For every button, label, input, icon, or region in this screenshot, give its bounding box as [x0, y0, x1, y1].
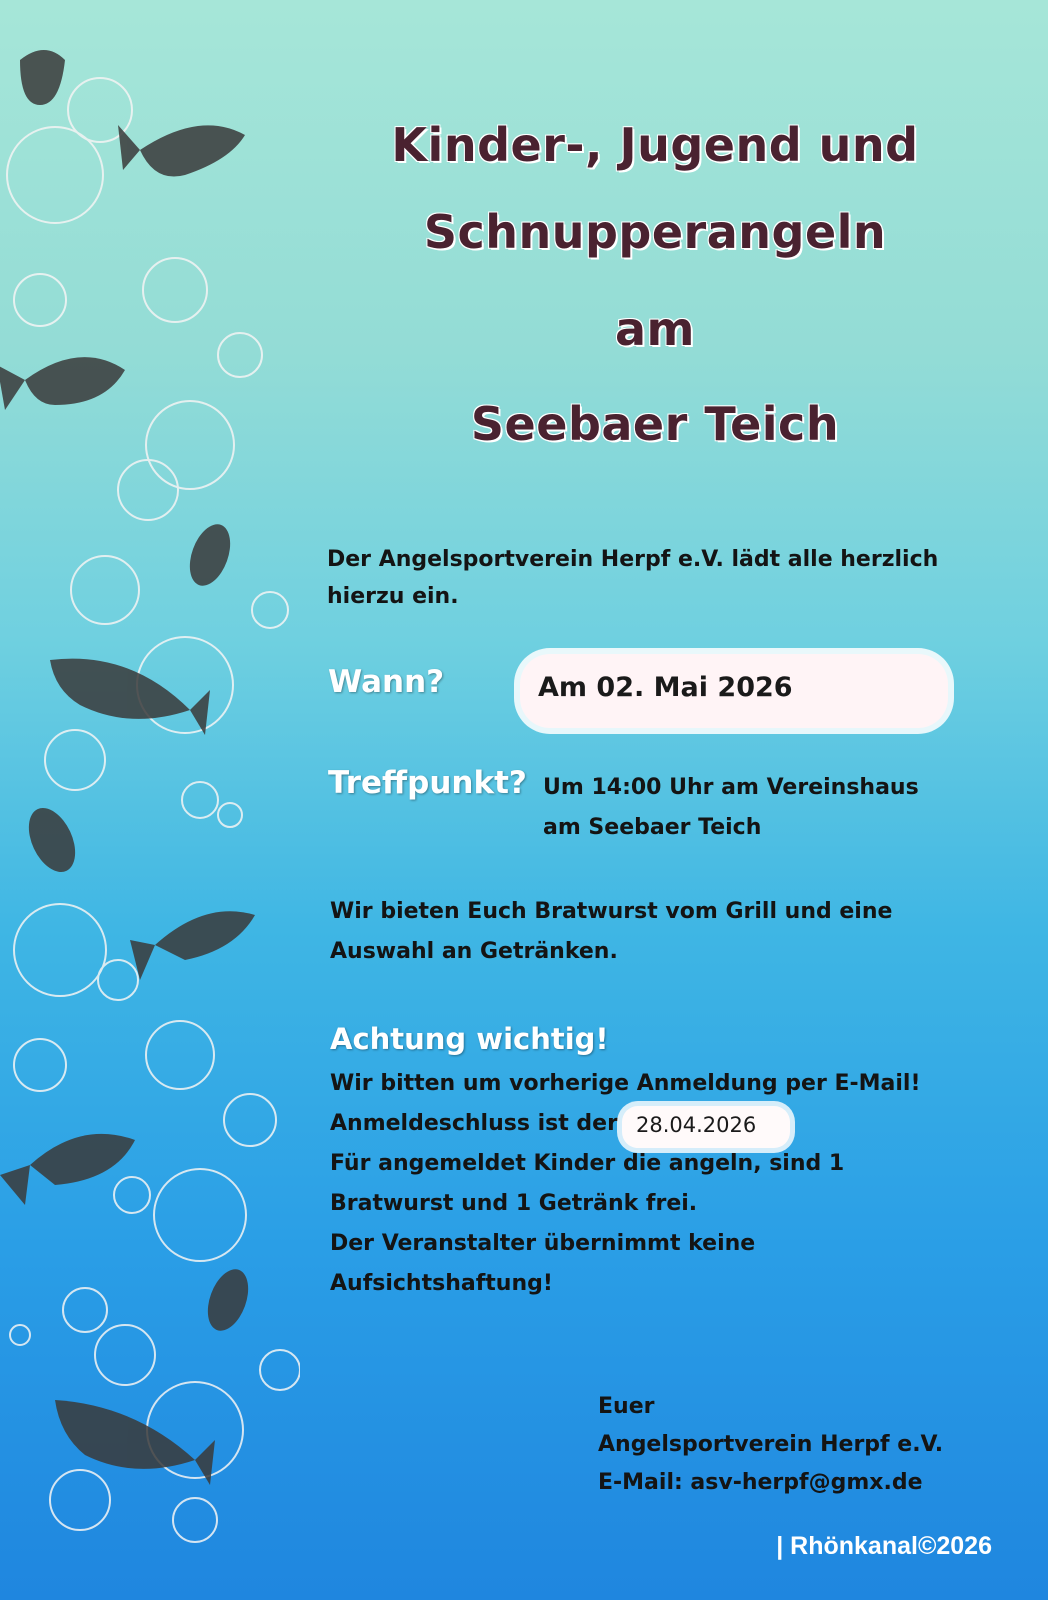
treffpunkt-value [543, 768, 983, 848]
title-line-1: Kinder-, Jugend und [391, 118, 919, 172]
intro-line-2: hierzu ein. [327, 584, 459, 609]
signature [598, 1388, 1018, 1502]
notes-line-2: Anmeldeschluss ist der [330, 1111, 618, 1136]
signature-line-2: Angelsportverein Herpf e.V. [598, 1432, 944, 1457]
signature-line-1: Euer [598, 1394, 655, 1419]
offer-line-1: Wir bieten Euch Bratwurst vom Grill und eine [330, 899, 893, 924]
title-line-3: am [615, 302, 695, 356]
offer-text [330, 892, 990, 972]
treffpunkt-line-2: am Seebaer Teich [543, 815, 762, 840]
wann-label: Wann? [328, 664, 445, 700]
deadline-date: 28.04.2026 [636, 1113, 757, 1137]
intro-text [327, 541, 987, 615]
notes-line-4: Bratwurst und 1 Getränk frei. [330, 1191, 698, 1216]
title-line-2: Schnupperangeln [423, 205, 887, 259]
offer-line-2: Auswahl an Getränken. [330, 939, 618, 964]
achtung-label: Achtung wichtig! [330, 1022, 609, 1056]
wann-value: Am 02. Mai 2026 [538, 672, 793, 703]
fish-bubbles-illustration [0, 0, 300, 1600]
signature-email: E-Mail: asv-herpf@gmx.de [598, 1470, 923, 1495]
treffpunkt-line-1: Um 14:00 Uhr am Vereinshaus [543, 775, 919, 800]
title-line-4: Seebaer Teich [470, 397, 840, 451]
notes-line-1: Wir bitten um vorherige Anmeldung per E-Mail! [330, 1071, 921, 1096]
notes-line-5: Der Veranstalter übernimmt keine [330, 1231, 756, 1256]
intro-line-1: Der Angelsportverein Herpf e.V. lädt alle herzlich [327, 547, 939, 572]
treffpunkt-label: Treffpunkt? [328, 765, 527, 801]
watermark: | Rhönkanal©2026 [776, 1532, 992, 1560]
achtung-notes [330, 1064, 1020, 1304]
notes-line-3: Für angemeldet Kinder die angeln, sind 1 [330, 1151, 845, 1176]
notes-line-6: Aufsichtshaftung! [330, 1271, 553, 1296]
